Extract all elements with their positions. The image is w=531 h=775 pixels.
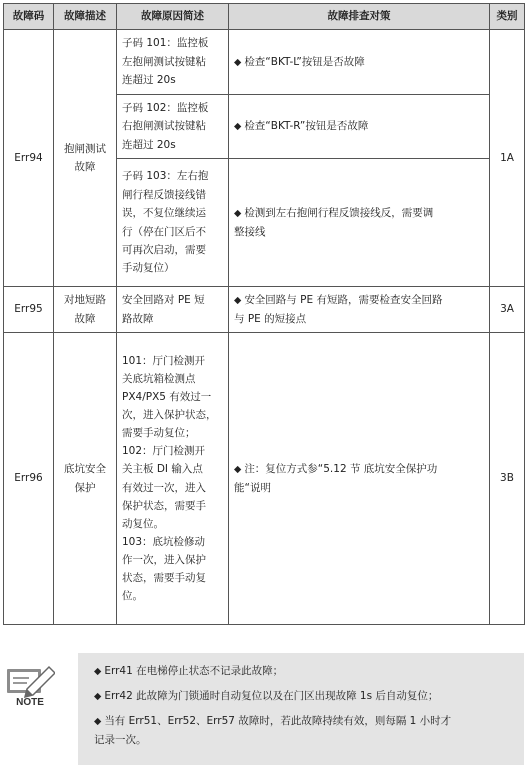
bullet-icon: ◆ <box>234 121 242 133</box>
fault-category-err96: 3B <box>490 333 525 625</box>
table-row <box>4 287 525 333</box>
fault-cause-err95: 安全回路对 PE 短 路故障 <box>117 287 229 333</box>
bullet-icon: ◆ <box>234 208 242 219</box>
fault-category-err95: 3A <box>490 287 525 333</box>
fault-remedy-err95: ◆ 安全回路与 PE 有短路，需要检查安全回路 与 PE 的短接点 <box>229 287 490 333</box>
bullet-icon: ◆ <box>234 464 242 475</box>
fault-cause-err94-103: 子码 103：左右抱 闸行程反馈接线错 误，不复位继续运 行（停在门区后不 可再次启动，需要 手动复位） <box>117 159 229 287</box>
note-item: ◆ Err41 在电梯停止状态不记录此故障； <box>94 665 284 677</box>
bullet-icon: ◆ <box>94 691 102 702</box>
header-fault-code: 故障码 <box>4 4 54 30</box>
fault-code-err96: Err96 <box>4 333 54 625</box>
bullet-icon: ◆ <box>94 716 102 727</box>
note-item: ◆ Err42 此故障为门锁通时自动复位以及在门区出现故障 1s 后自动复位； <box>94 690 439 702</box>
fault-remedy-err94-102: ◆ 检查“BKT-R”按钮是否故障 <box>229 95 490 159</box>
note-label: NOTE <box>16 697 44 708</box>
fault-code-err94: Err94 <box>4 30 54 287</box>
note-pencil-icon <box>5 659 55 719</box>
fault-table <box>3 3 525 625</box>
header-fault-cause: 故障原因简述 <box>117 4 229 30</box>
fault-remedy-err94-101: ◆ 检查“BKT-L”按钮是否故障 <box>229 30 490 95</box>
bullet-icon: ◆ <box>234 56 242 68</box>
bullet-icon: ◆ <box>234 295 242 306</box>
bullet-icon: ◆ <box>94 666 102 677</box>
fault-remedy-err94-103: ◆ 检测到左右抱闸行程反馈接线反，需要调 整接线 <box>229 159 490 287</box>
fault-desc-err95: 对地短路 故障 <box>54 287 117 333</box>
header-troubleshooting: 故障排查对策 <box>229 4 490 30</box>
header-category: 类别 <box>490 4 525 30</box>
fault-desc-err94: 抱闸测试 故障 <box>54 30 117 287</box>
table-header-row <box>4 4 525 30</box>
note-section <box>5 651 525 767</box>
table-row <box>4 333 525 625</box>
note-box <box>78 653 524 765</box>
fault-code-err95: Err95 <box>4 287 54 333</box>
note-item: ◆ 当有 Err51、Err52、Err57 故障时，若此故障持续有效，则每隔 1 小时才 记录一次。 <box>94 715 452 746</box>
table-row <box>4 30 525 95</box>
fault-category-err94: 1A <box>490 30 525 287</box>
fault-cause-err94-102: 子码 102：监控板 右抱闸测试按键粘 连超过 20s <box>117 95 229 159</box>
fault-desc-err96: 底坑安全 保护 <box>54 333 117 625</box>
fault-cause-err96: 101：厅门检测开 关底坑箱检测点 PX4/PX5 有效过一 次，进入保护状态， 需要手动复位； 102：厅门检测开 关主板 DI 输入点 有效过一次，进入 保护状态，需要手 动复位。 103：底坑检修动 作一次，进入保护 状态，需要手动复 位。 <box>117 333 229 625</box>
fault-remedy-err96: ◆ 注：复位方式参“5.12 节 底坑安全保护功 能“说明 <box>229 333 490 625</box>
fault-cause-err94-101: 子码 101：监控板 左抱闸测试按键粘 连超过 20s <box>117 30 229 95</box>
header-fault-description: 故障描述 <box>54 4 117 30</box>
